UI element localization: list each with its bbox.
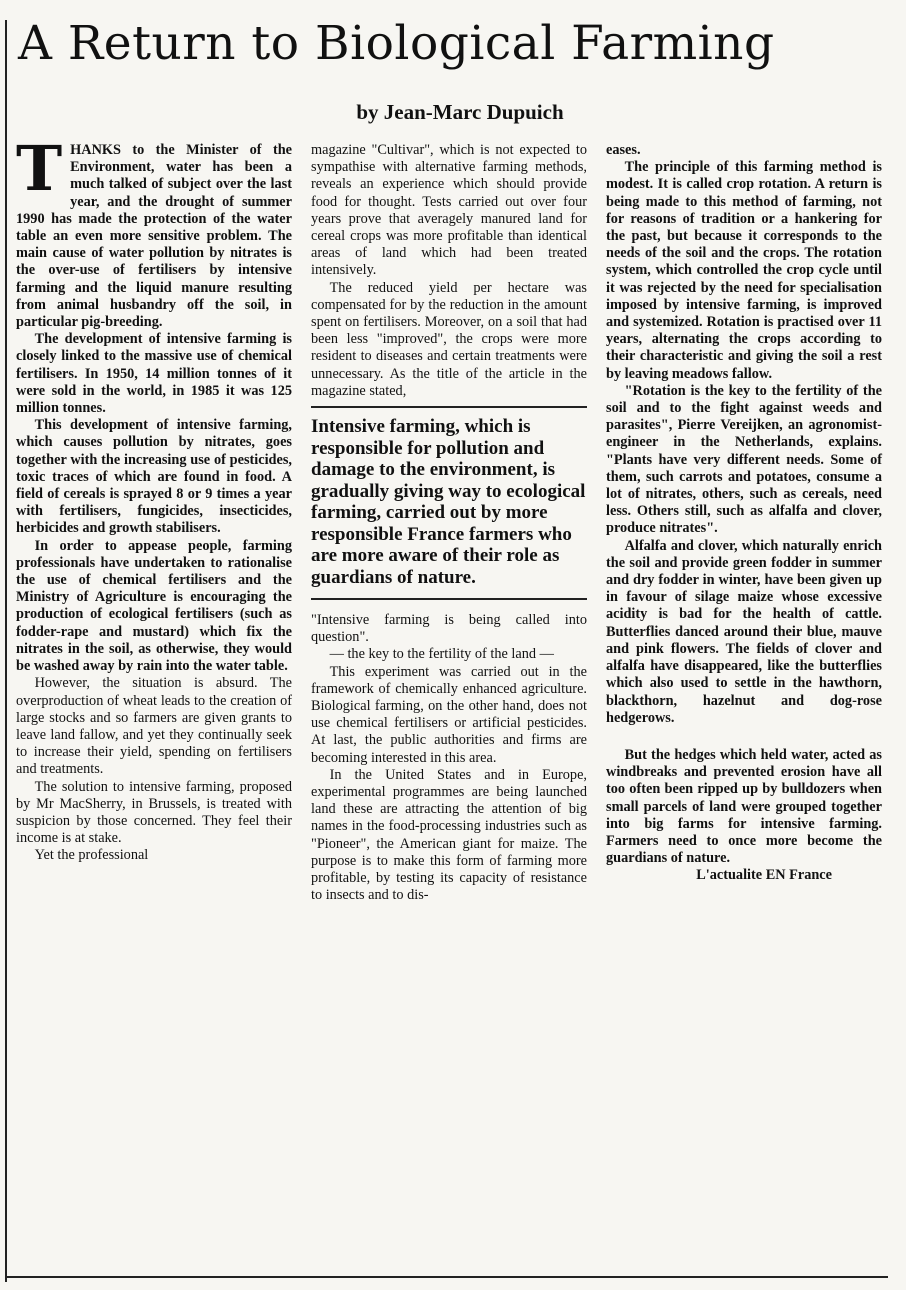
article-column-1	[16, 132, 292, 865]
paragraph: The development of intensive farming is closely linked to the massive use of chemical fertilisers. In 1950, 14 million tonnes of it were sold in the world, in 1985 it was 125 million tonnes.	[16, 331, 292, 417]
pull-quote: Intensive farming, which is responsible for pollution and damage to the environment, is gradually giving way to ecological farming, carried out by more responsible France farmers who are more aware of their role as guardians of nature.	[311, 406, 587, 600]
paragraph: THANKS to the Minister of the Environment, water has been a much talked of subject over the last year, and the drought of summer 1990 has made the protection of the water table an even more sensitive problem. The main cause of water pollution by nitrates is the over-use of fertilisers by intensive farming and the liquid manure resulting from animal husbandry off the soil, in particular pig-breeding.	[16, 132, 292, 331]
drop-cap: T	[16, 132, 63, 205]
paragraph: The reduced yield per hectare was compensated for by the reduction in the amount spent on fertilisers. Moreover, on a soil that had been less "improved", the crops were more resident to diseases and certain treatments were unnecessary. As the title of the article in the magazine stated,	[311, 279, 587, 399]
paragraph-gap	[606, 727, 882, 747]
paragraph: "Intensive farming is being called into question".	[311, 612, 587, 646]
bottom-rule	[5, 1276, 888, 1278]
article-headline: A Return to Biological Farming	[18, 16, 775, 71]
paragraph: In the United States and in Europe, experimental programmes are being launched land these are attracting the attention of big names in the food-processing industries such as "Pioneer", the American giant for maize. The purpose is to make this form of farming more profitable, by testing its capacity of resistance to insects and to dis-	[311, 766, 587, 904]
paragraph: Alfalfa and clover, which naturally enrich the soil and provide green fodder in summer and dry fodder in winter, have been given up in favour of silage maize whose excessive acidity is bad for the health of cattle. Butterflies danced around their blue, mauve and pink flowers. The fields of clover and alfalfa have disappeared, like the butterflies which also used to settle in the hawthorn, blackthorn, hazelnut and dog-rose hedgerows.	[606, 537, 882, 726]
paragraph: The solution to intensive farming, proposed by Mr MacSherry, in Brussels, is treated with suspicion by those concerned. They feel their income is at stake.	[16, 778, 292, 847]
paragraph: eases.	[606, 142, 641, 158]
paragraph: In order to appease people, farming professionals have undertaken to rationalise the use of chemical fertilisers and the Ministry of Agriculture is encouraging the production of ecological fertilisers (such as fodder-rape and mustard) which fix the nitrates in the soil, as otherwise, they would be washed away by rain into the water table.	[16, 537, 292, 675]
paragraph: The principle of this farming method is modest. It is called crop rotation. A return is being made to this method of farming, not for reasons of tradition or a hankering for the past, but because it corresponds to the needs of the soil and the crops. The rotation system, which controlled the crop cycle until it was rejected by the need for specialisation imposed by intensive farming, is improved and systemized. Rotation is practised over 11 years, alternating the crops according to their characteristic and giving the soil a rest by leaving meadows fallow.	[606, 159, 882, 382]
paragraph: However, the situation is absurd. The overproduction of wheat leads to the creation of large stocks and so farmers are given grants to leave land fallow, and yet they continually seek to increase their yield, spending on fertilisers and treatments.	[16, 675, 292, 778]
article-column-3	[606, 142, 882, 885]
paragraph: But the hedges which held water, acted as windbreaks and prevented erosion have all too often been ripped up by bulldozers when small parcels of land were grouped together into big farms for intensive farming. Farmers need to once more become the guardians of nature.	[606, 746, 882, 867]
article-column-2	[311, 142, 587, 905]
paragraph: This development of intensive farming, which causes pollution by nitrates, goes together with the increasing use of pesticides, toxic traces of which are found in food. A field of cereals is sprayed 8 or 9 times a year with fertilisers, fungicides, insecticides, herbicides and growth stabilisers.	[16, 417, 292, 537]
article-source: L'actualite EN France	[696, 867, 832, 884]
paragraph: "Rotation is the key to the fertility of the soil and to the fight against weeds and parasites", Pierre Vereijken, an agronomist-engineer in the Netherlands, explains. "Plants have very different needs. Some of them, such carrots and potatoes, consume a lot of nitrates, others, such as cereals, need less. Others still, such as alfalfa and clover, produce nitrates".	[606, 382, 882, 537]
article-byline: by Jean-Marc Dupuich	[356, 100, 564, 124]
paragraph: Yet the professional	[34, 847, 149, 864]
paragraph: This experiment was carried out in the framework of chemically enhanced agriculture. Biological farming, on the other hand, does not use chemical fertilisers or artificial pesticides. At last, the public authorities and firms are becoming interested in this area.	[311, 663, 587, 766]
paragraph: — the key to the fertility of the land —	[329, 646, 554, 663]
paragraph: magazine "Cultivar", which is not expected to sympathise with alternative farming methods, reveals an experience which should provide food for thought. Tests carried out over four years prove that averagely manured land for cereal crops was more profitable than identical areas of land which had been treated intensively.	[311, 142, 587, 279]
left-column-rule	[5, 20, 7, 1282]
